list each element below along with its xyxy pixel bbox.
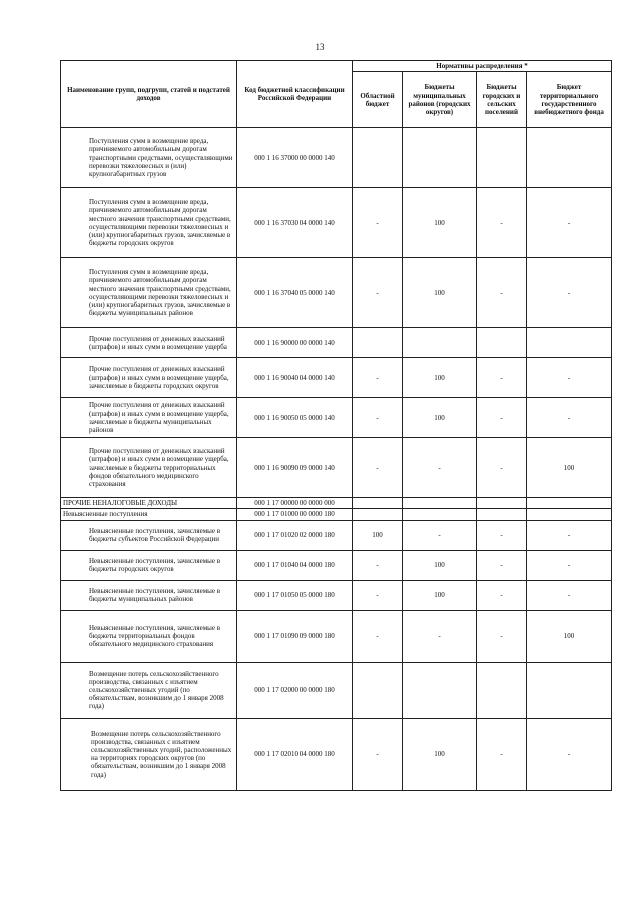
row-name: Невыясненные поступления, зачисляемые в бюджеты городских округов <box>61 550 237 580</box>
row-municipal: - <box>403 520 477 550</box>
header-municipal: Бюджеты муниципальных районов (городских округов) <box>403 72 477 128</box>
row-municipal <box>403 509 477 520</box>
row-name: Возмещение потерь сельскохозяйственного производства, связанных с изъятием сельскохозяйственных угодий, расположенных на территориях городских округов (по обязательствам, возникшим до 1 января 2008 года) <box>61 718 237 790</box>
row-oblast <box>353 498 403 509</box>
row-fund: 100 <box>527 610 612 662</box>
row-city-rural: - <box>477 520 527 550</box>
row-name: Прочие поступления от денежных взысканий (штрафов) и иных сумм в возмещение ущерба, зачисляемые в бюджеты муниципальных районов <box>61 398 237 438</box>
row-name: Невыясненные поступления, зачисляемые в бюджеты муниципальных районов <box>61 580 237 610</box>
table-row <box>61 509 612 520</box>
row-oblast: - <box>353 438 403 498</box>
row-code: 000 1 17 01040 04 0000 180 <box>237 550 353 580</box>
row-name: Возмещение потерь сельскохозяйственного производства, связанных с изъятием сельскохозяйственных угодий (по обязательствам, возникшим до 1 января 2008 года) <box>61 662 237 718</box>
row-municipal <box>403 498 477 509</box>
row-code: 000 1 17 02000 00 0000 180 <box>237 662 353 718</box>
table-row <box>61 358 612 398</box>
row-fund <box>527 509 612 520</box>
row-municipal: 100 <box>403 358 477 398</box>
row-oblast: - <box>353 580 403 610</box>
row-fund: 100 <box>527 438 612 498</box>
header-norms-group: Нормативы распределения * <box>353 61 612 72</box>
row-municipal: 100 <box>403 398 477 438</box>
table-row <box>61 610 612 662</box>
table-row <box>61 438 612 498</box>
row-name: Невыясненные поступления, зачисляемые в бюджеты территориальных фондов обязательного медицинского страхования <box>61 610 237 662</box>
row-name: ПРОЧИЕ НЕНАЛОГОВЫЕ ДОХОДЫ <box>61 498 237 509</box>
row-oblast: - <box>353 550 403 580</box>
row-code: 000 1 17 01090 09 0000 180 <box>237 610 353 662</box>
row-code: 000 1 16 37040 05 0000 140 <box>237 258 353 328</box>
row-city-rural <box>477 498 527 509</box>
header-city-rural: Бюджеты городских и сельских поселений <box>477 72 527 128</box>
table-row <box>61 498 612 509</box>
table-row <box>61 550 612 580</box>
row-code: 000 1 17 01020 02 0000 180 <box>237 520 353 550</box>
row-fund: - <box>527 718 612 790</box>
header-oblast: Областной бюджет <box>353 72 403 128</box>
row-city-rural: - <box>477 718 527 790</box>
row-municipal <box>403 328 477 358</box>
table-row <box>61 328 612 358</box>
row-code: 000 1 16 37000 00 0000 140 <box>237 128 353 188</box>
row-oblast: - <box>353 188 403 258</box>
row-fund <box>527 128 612 188</box>
table-row <box>61 718 612 790</box>
row-code: 000 1 17 01000 00 0000 180 <box>237 509 353 520</box>
row-oblast <box>353 128 403 188</box>
row-city-rural: - <box>477 398 527 438</box>
table-row <box>61 662 612 718</box>
row-oblast <box>353 328 403 358</box>
row-fund: - <box>527 358 612 398</box>
row-municipal: 100 <box>403 188 477 258</box>
row-fund: - <box>527 398 612 438</box>
row-name: Поступления сумм в возмещение вреда, причиняемого автомобильным дорогам местного значения транспортными средствами, осуществляющими перевозки тяжеловесных и (или) крупногабаритных грузов, зачисляемые в бюджеты городских округов <box>61 188 237 258</box>
table-row <box>61 520 612 550</box>
row-municipal: 100 <box>403 550 477 580</box>
row-name: Прочие поступления от денежных взысканий (штрафов) и иных сумм в возмещение ущерба <box>61 328 237 358</box>
row-fund <box>527 328 612 358</box>
row-municipal: 100 <box>403 718 477 790</box>
row-code: 000 1 17 02010 04 0000 180 <box>237 718 353 790</box>
row-fund <box>527 498 612 509</box>
revenue-distribution-table <box>60 60 612 791</box>
row-city-rural: - <box>477 550 527 580</box>
table-row <box>61 188 612 258</box>
header-name: Наименование групп, подгрупп, статей и подстатей доходов <box>61 61 237 128</box>
row-oblast <box>353 509 403 520</box>
row-city-rural <box>477 328 527 358</box>
row-oblast <box>353 662 403 718</box>
row-city-rural: - <box>477 438 527 498</box>
row-code: 000 1 16 37030 04 0000 140 <box>237 188 353 258</box>
header-fund: Бюджет территориального государственного внебюджетного фонда <box>527 72 612 128</box>
row-code: 000 1 16 90090 09 0000 140 <box>237 438 353 498</box>
table-row <box>61 128 612 188</box>
header-code: Код бюджетной классификации Российской Федерации <box>237 61 353 128</box>
row-fund: - <box>527 580 612 610</box>
row-oblast: - <box>353 610 403 662</box>
row-city-rural: - <box>477 580 527 610</box>
row-city-rural <box>477 662 527 718</box>
row-fund: - <box>527 258 612 328</box>
row-city-rural <box>477 128 527 188</box>
row-oblast: 100 <box>353 520 403 550</box>
row-name: Невыясненные поступления, зачисляемые в бюджеты субъектов Российской Федерации <box>61 520 237 550</box>
row-name: Прочие поступления от денежных взысканий (штрафов) и иных сумм в возмещение ущерба, зачисляемые в бюджеты городских округов <box>61 358 237 398</box>
row-oblast: - <box>353 718 403 790</box>
table-body <box>61 128 612 790</box>
row-city-rural: - <box>477 358 527 398</box>
row-name: Невыясненные поступления <box>61 509 237 520</box>
row-city-rural: - <box>477 258 527 328</box>
row-municipal: - <box>403 438 477 498</box>
row-oblast: - <box>353 358 403 398</box>
row-municipal <box>403 662 477 718</box>
row-name: Поступления сумм в возмещение вреда, причиняемого автомобильным дорогам транспортными средствами, осуществляющими перевозки тяжеловесных и (или) крупногабаритных грузов <box>61 128 237 188</box>
row-name: Прочие поступления от денежных взысканий (штрафов) и иных сумм в возмещение ущерба, зачисляемые в бюджеты территориальных фондов обязательного медицинского страхования <box>61 438 237 498</box>
page-number: 13 <box>315 42 325 52</box>
table-row <box>61 258 612 328</box>
row-fund <box>527 662 612 718</box>
table-row <box>61 580 612 610</box>
row-code: 000 1 16 90040 04 0000 140 <box>237 358 353 398</box>
row-municipal: 100 <box>403 580 477 610</box>
row-city-rural: - <box>477 610 527 662</box>
row-oblast: - <box>353 398 403 438</box>
row-oblast: - <box>353 258 403 328</box>
row-fund: - <box>527 550 612 580</box>
row-fund: - <box>527 520 612 550</box>
table-row <box>61 398 612 438</box>
row-municipal <box>403 128 477 188</box>
row-municipal: - <box>403 610 477 662</box>
row-city-rural <box>477 509 527 520</box>
row-municipal: 100 <box>403 258 477 328</box>
row-code: 000 1 17 00000 00 0000 000 <box>237 498 353 509</box>
row-code: 000 1 16 90000 00 0000 140 <box>237 328 353 358</box>
row-code: 000 1 17 01050 05 0000 180 <box>237 580 353 610</box>
row-city-rural: - <box>477 188 527 258</box>
row-fund: - <box>527 188 612 258</box>
row-code: 000 1 16 90050 05 0000 140 <box>237 398 353 438</box>
row-name: Поступления сумм в возмещение вреда, причиняемого автомобильным дорогам местного значения транспортными средствами, осуществляющими перевозки тяжеловесных и (или) крупногабаритных грузов, зачисляемые в бюджеты муниципальных районов <box>61 258 237 328</box>
